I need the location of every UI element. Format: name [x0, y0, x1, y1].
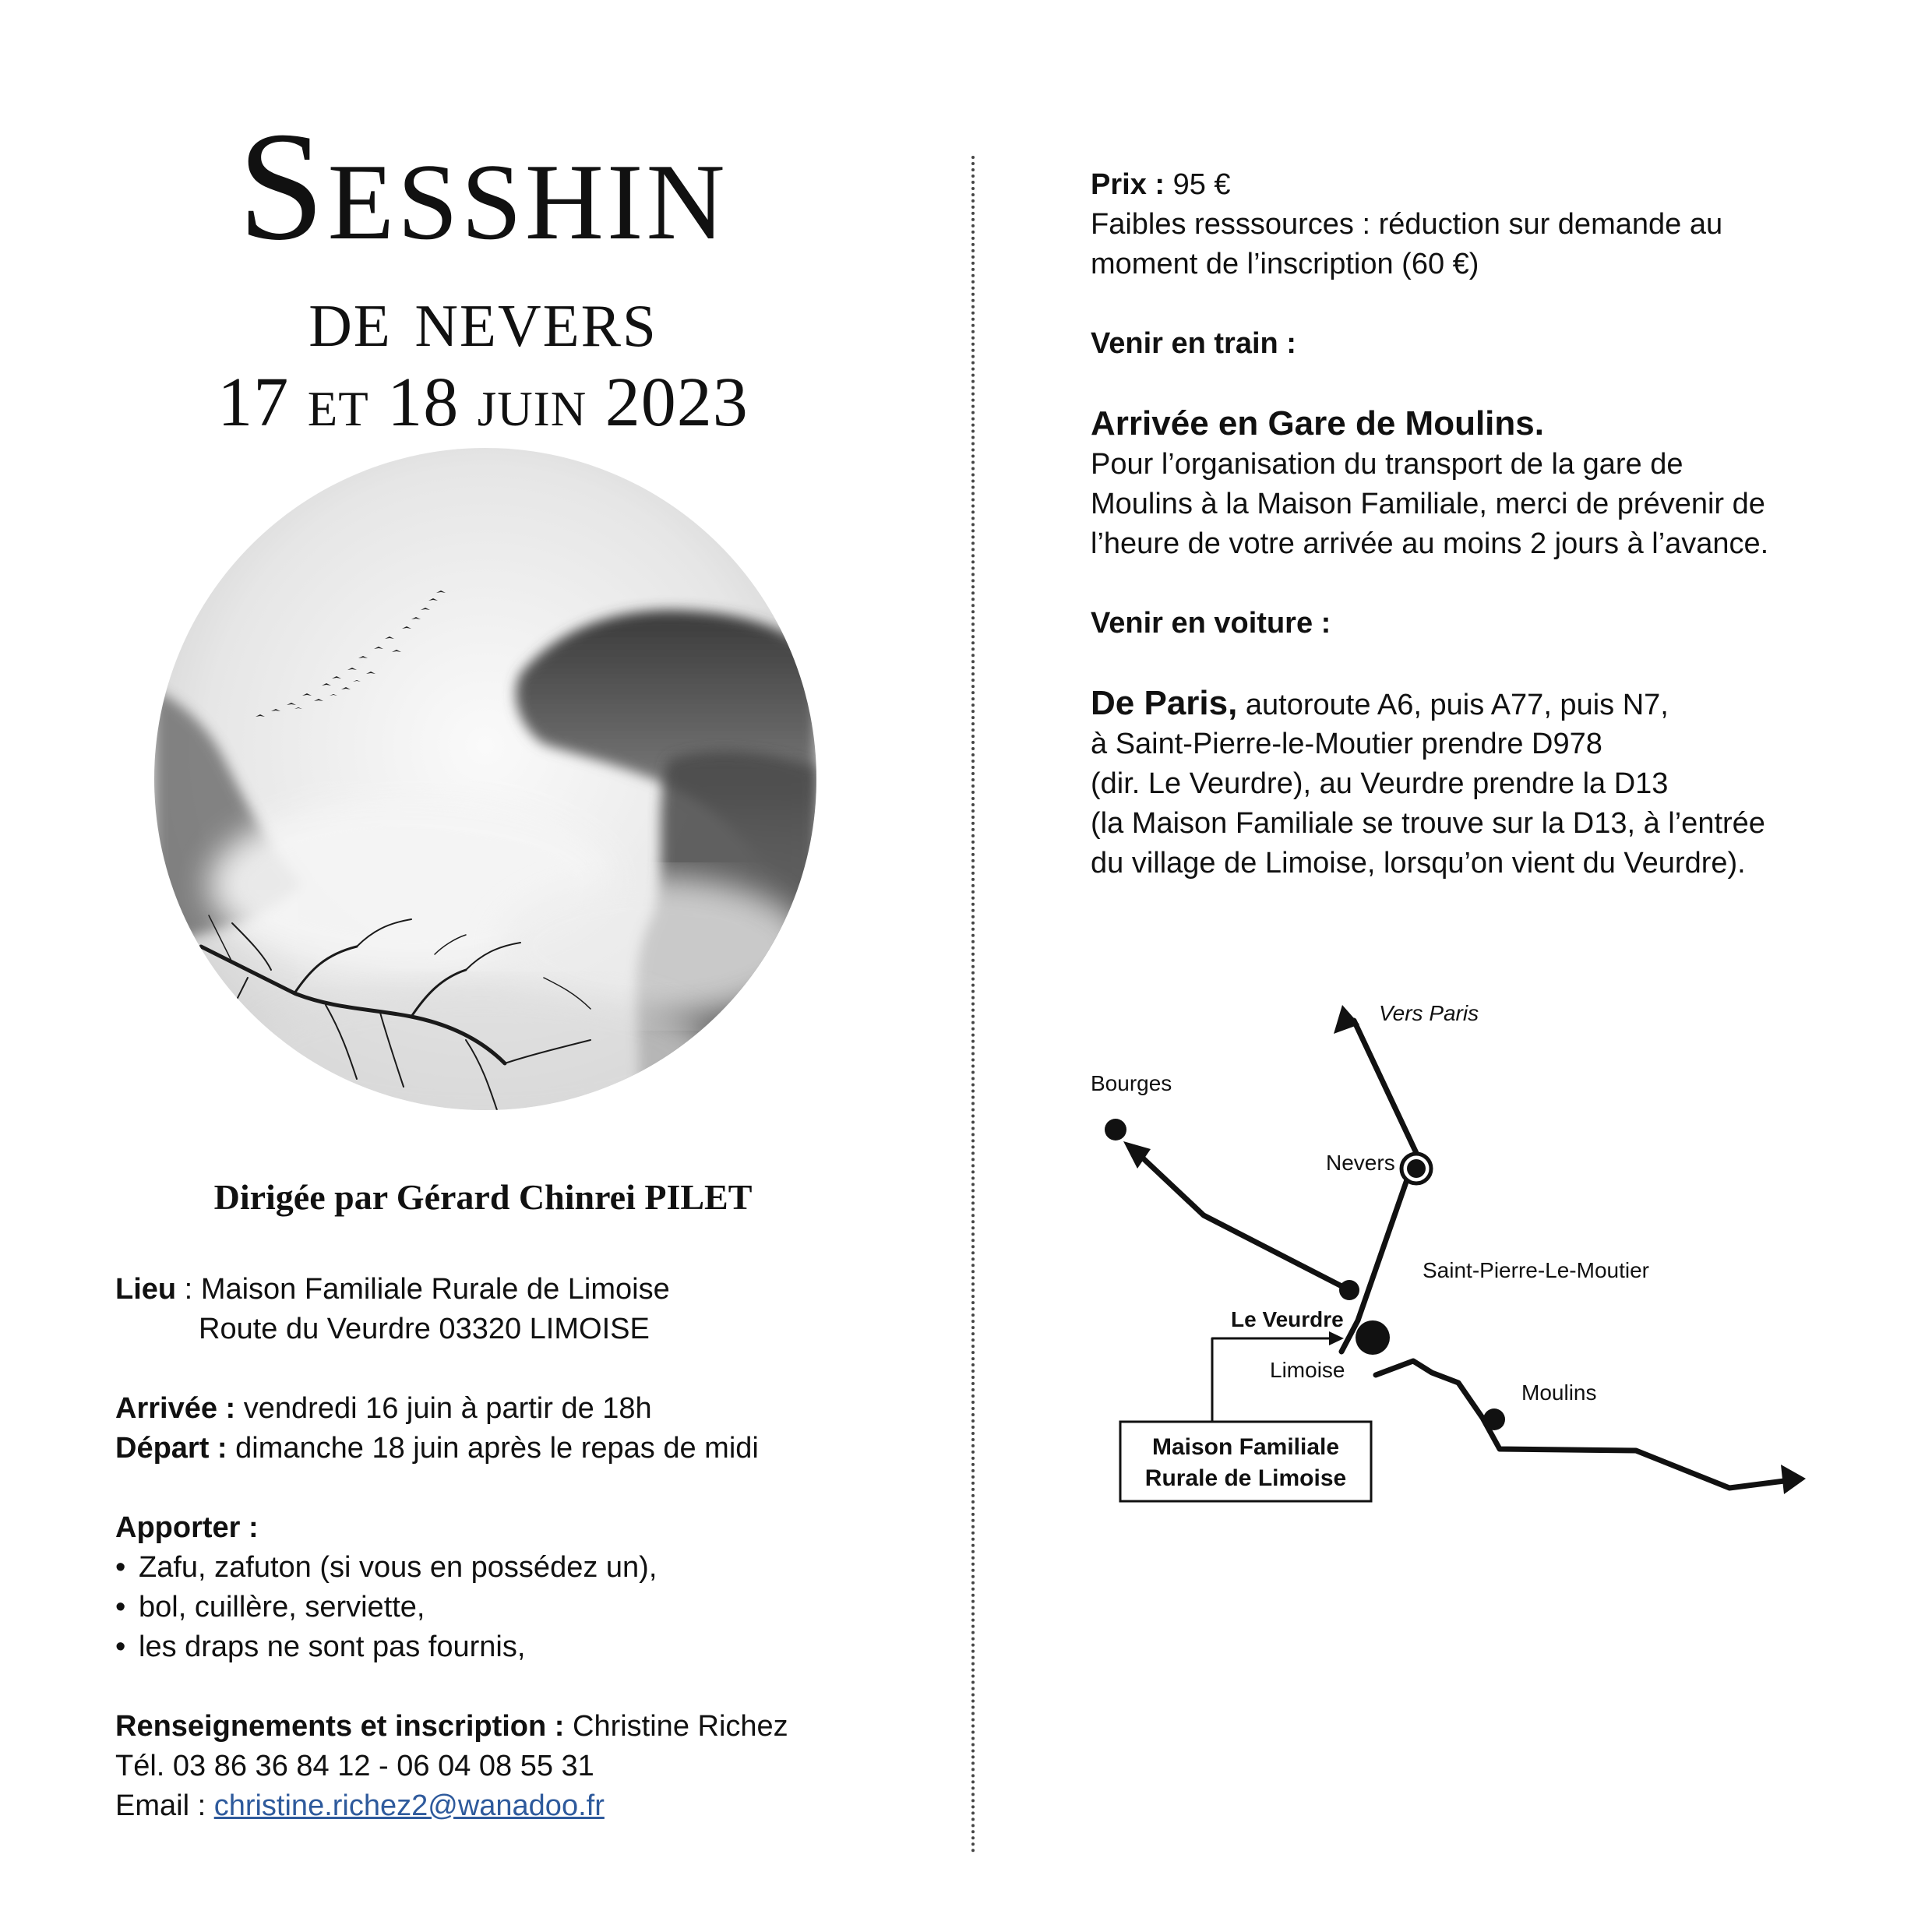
label-moulins: Moulins	[1521, 1380, 1597, 1405]
title-main: Sesshin	[238, 100, 728, 273]
email-label: Email :	[115, 1789, 214, 1822]
train-text: Moulins à la Maison Familiale, merci de prévenir de	[1091, 488, 1765, 520]
train-label: Venir en train :	[1091, 327, 1296, 360]
renseignements-value: Christine Richez	[564, 1710, 788, 1743]
apporter-item: • les draps ne sont pas fournis,	[115, 1627, 525, 1667]
nevers-marker	[1407, 1159, 1426, 1178]
lieu-separator: :	[176, 1273, 201, 1306]
director: Dirigée par Gérard Chinrei PILET	[213, 1177, 753, 1217]
label-limoise: Limoise	[1270, 1358, 1345, 1382]
depart-value: dimanche 18 juin après le repas de midi	[227, 1432, 759, 1465]
label-saint-pierre: Saint-Pierre-Le-Moutier	[1423, 1258, 1649, 1282]
prix-value: 95 €	[1165, 168, 1231, 201]
train-text: l’heure de votre arrivée au moins 2 jours à l’avance.	[1091, 527, 1769, 560]
map-roads	[1137, 1021, 1790, 1488]
lieu-value-1: Maison Familiale Rurale de Limoise	[200, 1273, 670, 1306]
label-vers-paris: Vers Paris	[1379, 1001, 1479, 1025]
apporter-label: Apporter :	[115, 1511, 259, 1544]
email-link[interactable]: christine.richez2@wanadoo.fr	[213, 1789, 605, 1822]
car-line-1	[1091, 683, 1669, 725]
prix-label: Prix :	[1091, 168, 1165, 201]
saint-pierre-marker	[1339, 1280, 1359, 1300]
depart-line	[115, 1429, 759, 1468]
car-label: Venir en voiture :	[1091, 607, 1331, 640]
route-map	[1075, 989, 1839, 1535]
renseignements-label: Renseignements et inscription :	[115, 1710, 565, 1743]
bourges-marker	[1105, 1119, 1126, 1141]
lieu-line1	[115, 1270, 670, 1310]
car-text: du village de Limoise, lorsqu’on vient du Veurdre).	[1091, 847, 1746, 880]
le-veurdre-marker	[1356, 1320, 1390, 1355]
box-line-2: Rurale de Limoise	[1144, 1465, 1347, 1491]
arrivee-label: Arrivée :	[115, 1392, 236, 1425]
label-nevers: Nevers	[1326, 1151, 1395, 1175]
arrow-moulins-icon	[1781, 1465, 1806, 1494]
apporter-item: • bol, cuillère, serviette,	[115, 1588, 425, 1627]
dotted-divider	[971, 156, 975, 1854]
car-line-1-rest: autoroute A6, puis A77, puis N7,	[1237, 689, 1669, 721]
train-heading: Arrivée en Gare de Moulins.	[1091, 404, 1544, 442]
car-text: à Saint-Pierre-le-Moutier prendre D978	[1091, 728, 1602, 760]
label-bourges: Bourges	[1091, 1071, 1172, 1095]
car-text: (dir. Le Veurdre), au Veurdre prendre la D13	[1091, 767, 1669, 800]
car-heading: De Paris,	[1091, 684, 1238, 722]
title-date: 17 et 18 juin 2023	[217, 364, 749, 441]
train-text: Pour l’organisation du transport de la gare de	[1091, 448, 1683, 481]
car-text: (la Maison Familiale se trouve sur la D13, à l’entrée	[1091, 807, 1765, 840]
lieu-value-2: Route du Veurdre 03320 LIMOISE	[199, 1313, 650, 1345]
renseignements-line	[115, 1707, 788, 1747]
arrivee-value: vendredi 16 juin à partir de 18h	[235, 1392, 652, 1425]
misty-mountain-painting	[154, 448, 816, 1110]
lieu-label: Lieu	[115, 1273, 177, 1306]
prix-note-2: moment de l’inscription (60 €)	[1091, 248, 1479, 280]
arrivee-line	[115, 1389, 652, 1429]
depart-label: Départ :	[115, 1432, 227, 1465]
title-block	[156, 100, 810, 441]
box-line-1: Maison Familiale	[1151, 1434, 1340, 1460]
road-vers-paris	[1341, 1021, 1416, 1352]
moulins-marker	[1483, 1408, 1505, 1430]
prix-line	[1091, 165, 1231, 205]
email-line	[115, 1786, 605, 1826]
label-le-veurdre: Le Veurdre	[1231, 1307, 1344, 1331]
phone-numbers: Tél. 03 86 36 84 12 - 06 04 08 55 31	[115, 1750, 594, 1782]
road-bourges	[1137, 1153, 1348, 1289]
apporter-item: • Zafu, zafuton (si vous en possédez un),	[115, 1548, 657, 1588]
arrow-limoise-icon	[1329, 1331, 1344, 1345]
title-subtitle: de nevers	[308, 270, 658, 365]
prix-note-1: Faibles resssources : réduction sur demande au	[1091, 208, 1723, 241]
